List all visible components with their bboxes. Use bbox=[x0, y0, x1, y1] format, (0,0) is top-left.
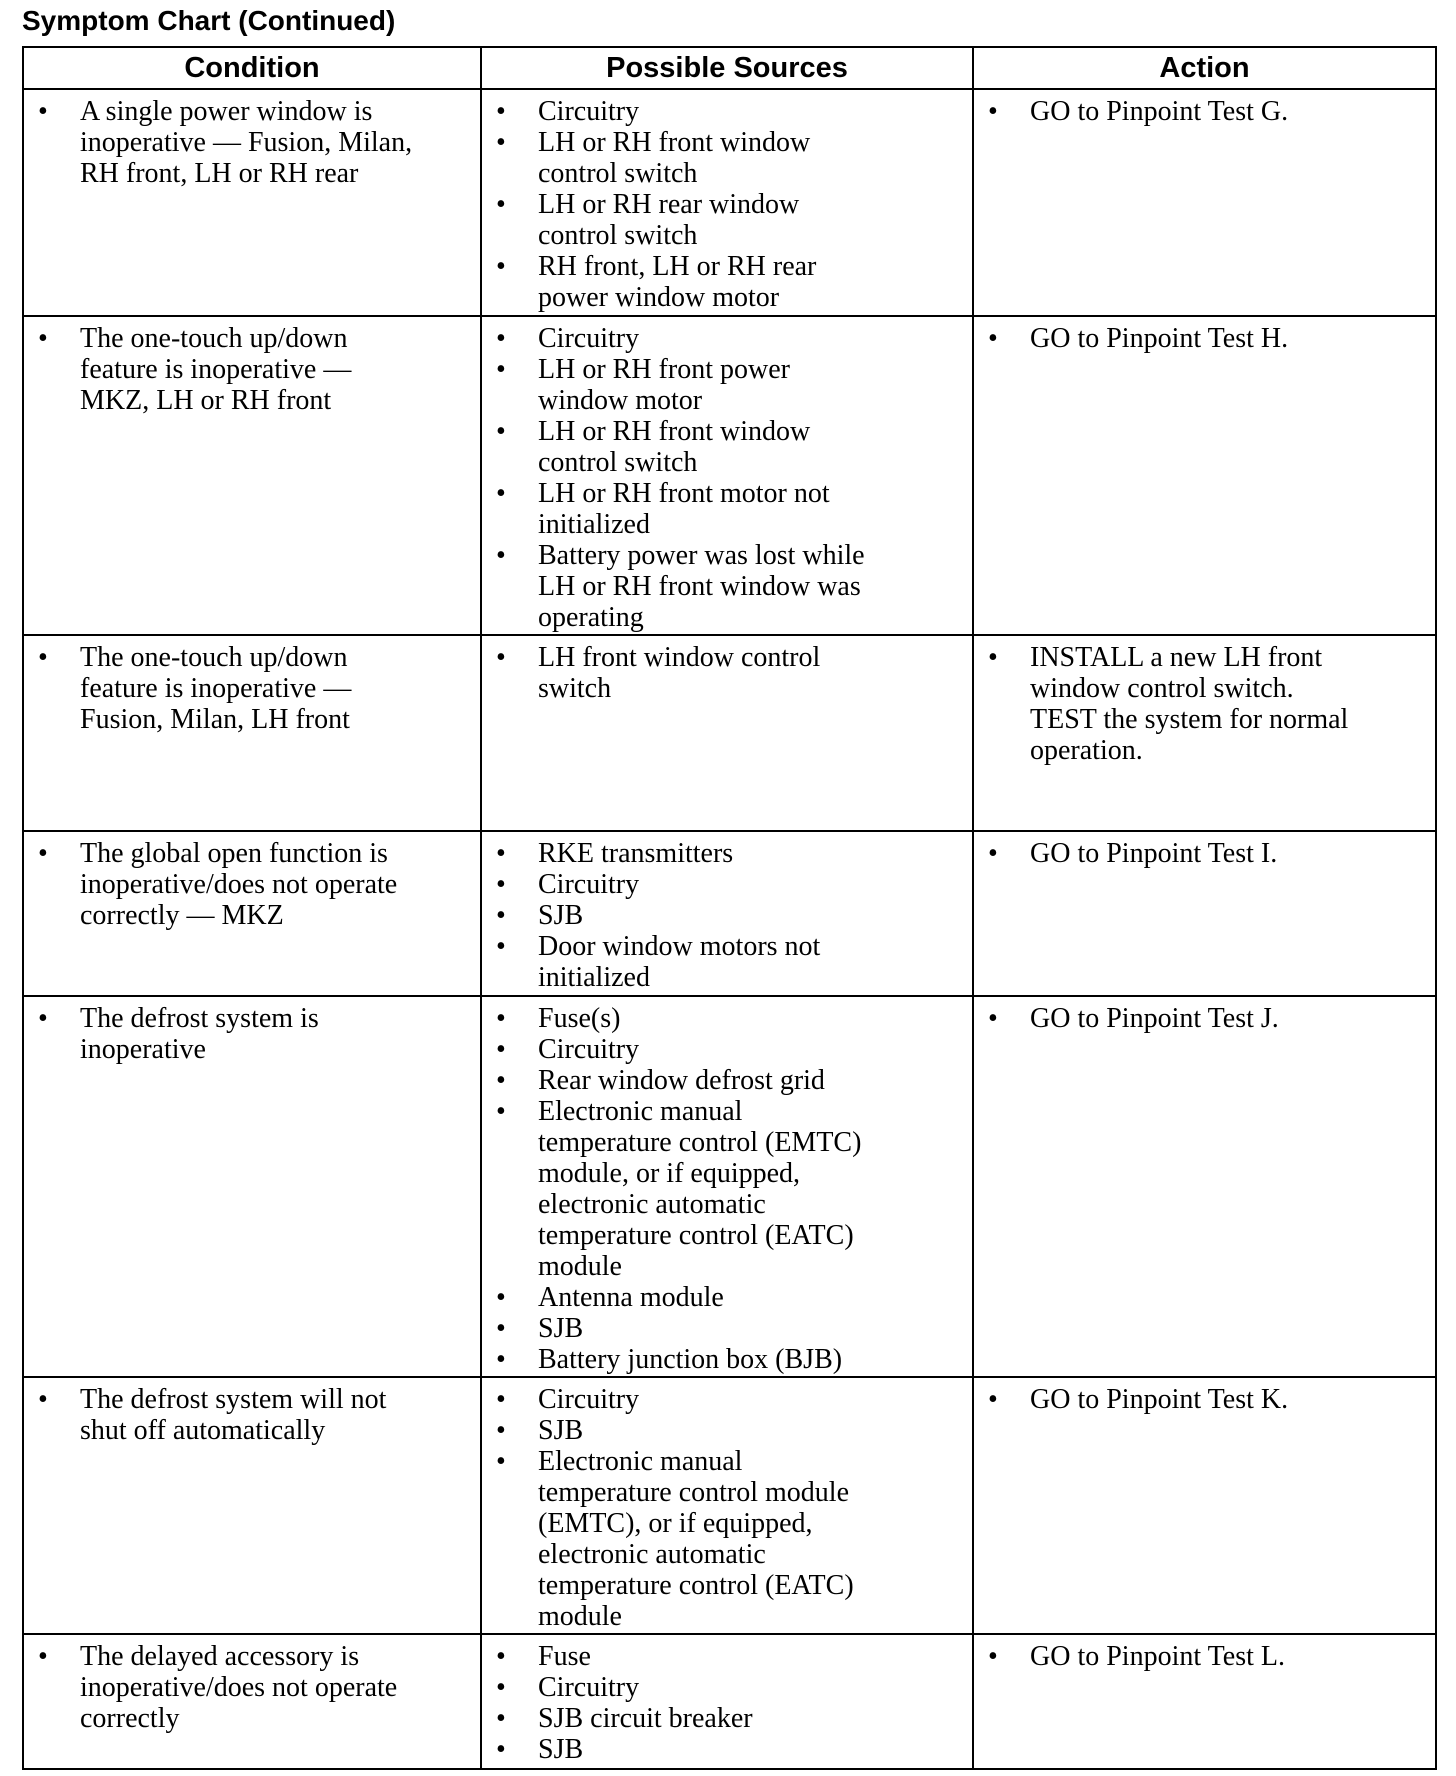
sources-cell bbox=[481, 89, 973, 316]
condition-cell bbox=[23, 89, 481, 316]
table-row bbox=[23, 1634, 1436, 1769]
list-item: • Circuitry bbox=[482, 323, 972, 354]
list-item: • Fuse bbox=[482, 1641, 972, 1672]
list-item: • Electronic manual temperature control module (EMTC), or if equipped, electronic automatic temperature control (EATC) module bbox=[482, 1446, 972, 1632]
action-cell bbox=[973, 831, 1436, 996]
list-item: • The defrost system is inoperative bbox=[24, 1003, 480, 1065]
sources-cell bbox=[481, 831, 973, 996]
sources-cell bbox=[481, 1634, 973, 1769]
list-item: • LH or RH front window control switch bbox=[482, 416, 972, 478]
list-item: • SJB bbox=[482, 1734, 972, 1765]
condition-cell bbox=[23, 831, 481, 996]
list-item: • SJB bbox=[482, 1415, 972, 1446]
action-cell bbox=[973, 996, 1436, 1377]
header-action: Action bbox=[973, 47, 1436, 89]
list-item: • GO to Pinpoint Test L. bbox=[974, 1641, 1435, 1672]
list-item: • The one-touch up/down feature is inoperative — MKZ, LH or RH front bbox=[24, 323, 480, 416]
list-item: • Circuitry bbox=[482, 1034, 972, 1065]
list-item: • Antenna module bbox=[482, 1282, 972, 1313]
list-item: • The delayed accessory is inoperative/does not operate correctly bbox=[24, 1641, 480, 1734]
symptom-chart-table bbox=[22, 46, 1437, 1770]
list-item: • Circuitry bbox=[482, 1384, 972, 1415]
list-item: • The global open function is inoperative/does not operate correctly — MKZ bbox=[24, 838, 480, 931]
header-possible-sources: Possible Sources bbox=[481, 47, 973, 89]
list-item: • SJB bbox=[482, 1313, 972, 1344]
list-item: • Circuitry bbox=[482, 1672, 972, 1703]
list-item: • Fuse(s) bbox=[482, 1003, 972, 1034]
table-row bbox=[23, 996, 1436, 1377]
list-item: • SJB bbox=[482, 900, 972, 931]
list-item: • The one-touch up/down feature is inoperative — Fusion, Milan, LH front bbox=[24, 642, 480, 735]
list-item: • LH or RH front power window motor bbox=[482, 354, 972, 416]
action-cell bbox=[973, 89, 1436, 316]
list-item: • LH or RH front motor not initialized bbox=[482, 478, 972, 540]
table-row bbox=[23, 635, 1436, 831]
list-item: • Battery power was lost while LH or RH front window was operating bbox=[482, 540, 972, 633]
header-row bbox=[23, 47, 1436, 89]
list-item: • GO to Pinpoint Test I. bbox=[974, 838, 1435, 869]
list-item: • Rear window defrost grid bbox=[482, 1065, 972, 1096]
list-item: • Circuitry bbox=[482, 869, 972, 900]
condition-cell bbox=[23, 1377, 481, 1634]
condition-cell bbox=[23, 1634, 481, 1769]
condition-cell bbox=[23, 996, 481, 1377]
action-cell bbox=[973, 316, 1436, 635]
list-item: • RH front, LH or RH rear power window motor bbox=[482, 251, 972, 313]
action-cell bbox=[973, 1377, 1436, 1634]
page-title: Symptom Chart (Continued) bbox=[22, 5, 396, 36]
condition-cell bbox=[23, 316, 481, 635]
sources-cell bbox=[481, 316, 973, 635]
list-item: • Door window motors not initialized bbox=[482, 931, 972, 993]
action-cell bbox=[973, 1634, 1436, 1769]
list-item: • GO to Pinpoint Test G. bbox=[974, 96, 1435, 127]
list-item: • LH front window control switch bbox=[482, 642, 972, 704]
condition-cell bbox=[23, 635, 481, 831]
table-row bbox=[23, 1377, 1436, 1634]
list-item: • GO to Pinpoint Test J. bbox=[974, 1003, 1435, 1034]
list-item: • RKE transmitters bbox=[482, 838, 972, 869]
table-row bbox=[23, 831, 1436, 996]
action-cell bbox=[973, 635, 1436, 831]
list-item: • GO to Pinpoint Test H. bbox=[974, 323, 1435, 354]
table-row bbox=[23, 316, 1436, 635]
table-row bbox=[23, 89, 1436, 316]
header-condition: Condition bbox=[23, 47, 481, 89]
sources-cell bbox=[481, 1377, 973, 1634]
list-item: • Battery junction box (BJB) bbox=[482, 1344, 972, 1375]
list-item: • Electronic manual temperature control (EMTC) module, or if equipped, electronic automatic temperature control (EATC) module bbox=[482, 1096, 972, 1282]
list-item: • Circuitry bbox=[482, 96, 972, 127]
list-item: • A single power window is inoperative — Fusion, Milan, RH front, LH or RH rear bbox=[24, 96, 480, 189]
sources-cell bbox=[481, 635, 973, 831]
list-item: • The defrost system will not shut off automatically bbox=[24, 1384, 480, 1446]
list-item: • LH or RH front window control switch bbox=[482, 127, 972, 189]
list-item: • INSTALL a new LH front window control switch. TEST the system for normal operation. bbox=[974, 642, 1435, 766]
sources-cell bbox=[481, 996, 973, 1377]
list-item: • LH or RH rear window control switch bbox=[482, 189, 972, 251]
list-item: • SJB circuit breaker bbox=[482, 1703, 972, 1734]
list-item: • GO to Pinpoint Test K. bbox=[974, 1384, 1435, 1415]
